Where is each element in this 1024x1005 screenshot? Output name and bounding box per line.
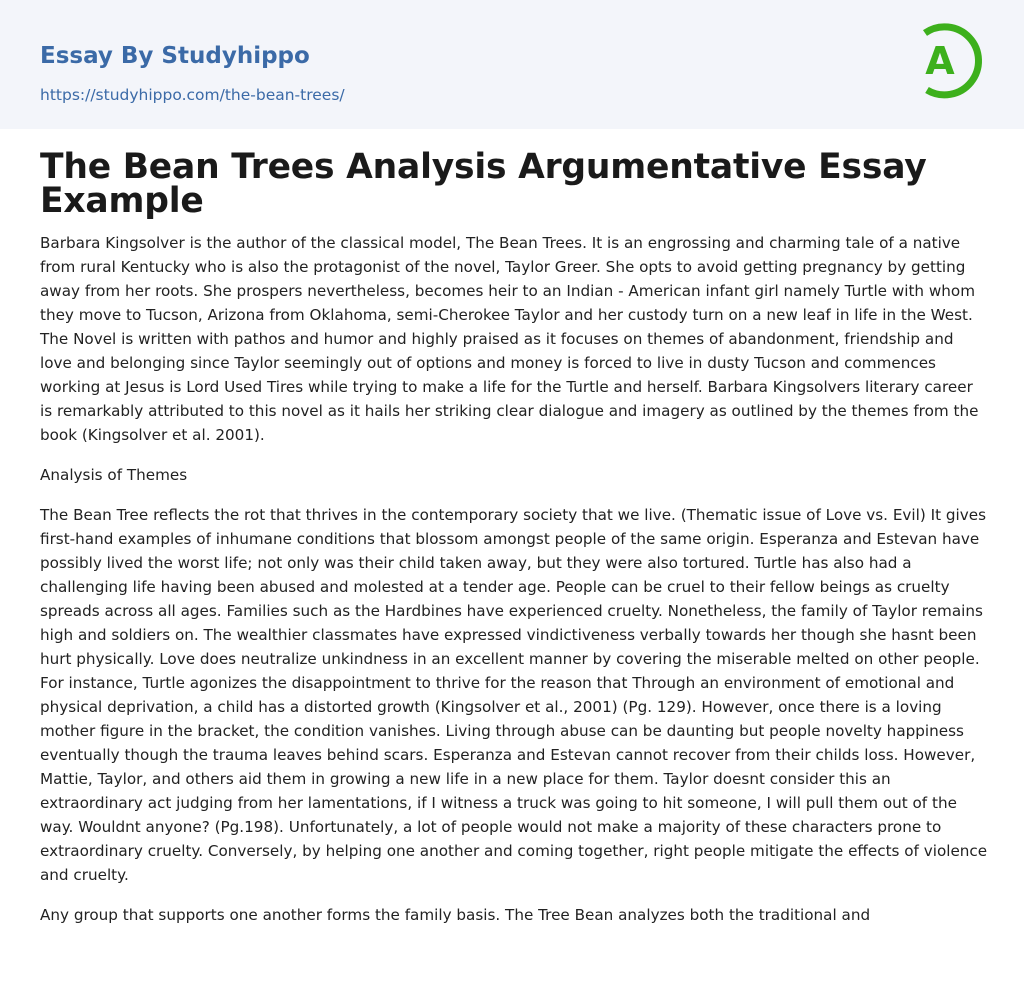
article-paragraph-intro: Barbara Kingsolver is the author of the classical model, The Bean Trees. It is an engrossing and charming tale of a native from rural Kentucky who is also the protagonist of the novel, Taylor Greer. She opts to avoid getting pregnancy by getting away from her roots. She prospers nevertheless, becomes heir to an Indian - American infant girl namely Turtle with whom they move to Tucson, Arizona from Oklahoma, semi-Cherokee Taylor and her custody turn on a new leaf in life in the West. The Novel is written with pathos and humor and highly praised as it focuses on themes of abandonment, friendship and love and belonging since Taylor seemingly out of options and money is forced to live in dusty Tucson and commences working at Jesus is Lord Used Tires while trying to make a life for the Turtle and herself. Barbara Kingsolvers literary career is remarkably attributed to this novel as it hails her striking clear dialogue and imagery as outlined by the themes from the book (Kingsolver et al. 2001). <box>40 234 979 444</box>
article-body <box>40 147 988 927</box>
article-paragraph-themes: The Bean Tree reflects the rot that thrives in the contemporary society that we live. (Thematic issue of Love vs. Evil) It gives first-hand examples of inhumane conditions that blossom amongst people of the same origin. Esperanza and Estevan have possibly lived the worst life; not only was their child taken away, but they were also tortured. Turtle has also had a challenging life having been abused and molested at a tender age. People can be cruel to their fellow beings as cruelty spreads across all ages. Families such as the Hardbines have experienced cruelty. Nonetheless, the family of Taylor remains high and soldiers on. The wealthier classmates have expressed vindictiveness verbally towards her though she hasnt been hurt physically. Love does neutralize unkindness in an excellent manner by covering the miserable melted on other people. For instance, Turtle agonizes the disappointment to thrive for the reason that Through an environment of emotional and physical deprivation, a child has a distorted growth (Kingsolver et al., 2001) (Pg. 129). However, once there is a loving mother figure in the bracket, the condition vanishes. Living through abuse can be daunting but people novelty happiness eventually though the trauma leaves behind scars. Esperanza and Estevan cannot recover from their childs loss. However, Mattie, Taylor, and others aid them in growing a new life in a new place for them. Taylor doesnt consider this an extraordinary act judging from her lamentations, if I witness a truck was going to hit someone, I will pull them out of the way. Wouldnt anyone? (Pg.198). Unfortunately, a lot of people would not make a majority of these characters prone to extraordinary cruelty. Conversely, by helping one another and coming together, right people mitigate the effects of violence and cruelty. <box>40 506 988 884</box>
article-title: The Bean Trees Analysis Argumentative Essay Example <box>40 147 927 221</box>
site-header <box>0 0 1024 129</box>
section-heading-analysis-of-themes: Analysis of Themes <box>40 466 188 484</box>
studyhippo-logo-icon[interactable] <box>914 19 986 105</box>
logo-letter: A <box>925 39 955 83</box>
essay-url-link[interactable]: https://studyhippo.com/the-bean-trees/ <box>40 86 345 104</box>
article-paragraph-family: Any group that supports one another forms the family basis. The Tree Bean analyzes both the traditional and <box>40 906 871 924</box>
site-brand[interactable]: Essay By Studyhippo <box>40 43 310 69</box>
